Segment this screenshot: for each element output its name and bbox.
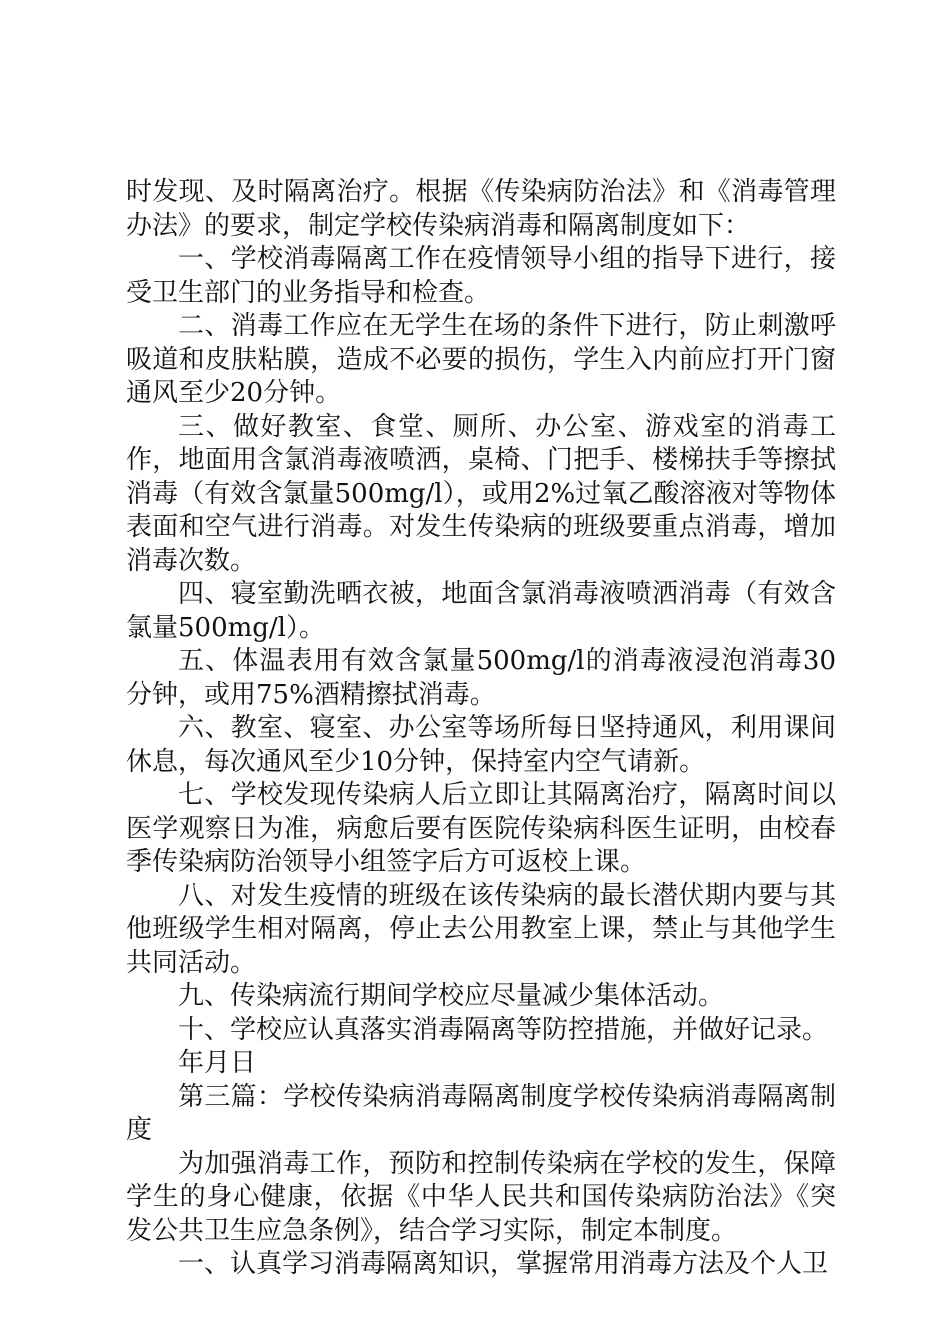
paragraph-rule-10: 十、学校应认真落实消毒隔离等防控措施，并做好记录。	[178, 1014, 829, 1045]
paragraph-rule-9: 九、传染病流行期间学校应尽量减少集体活动。	[178, 981, 725, 1011]
paragraph-rule-7: 七、学校发现传染病人后立即让其隔离治疗，隔离时间以医学观察日为准，病愈后要有医院传染病科医生证明，由校春季传染病防治领导小组签字后方可返校上课。	[126, 780, 836, 877]
paragraph-purpose: 为加强消毒工作，预防和控制传染病在学校的发生，保障学生的身心健康，依据《中华人民共和国传染病防治法》《突发公共卫生应急条例》，结合学习实际，制定本制度。	[126, 1148, 836, 1246]
date-line: 年月日	[178, 1048, 257, 1078]
paragraph-rule-4: 四、寝室勤洗晒衣被，地面含氯消毒液喷洒消毒（有效含氯量500mg/l）。	[126, 579, 836, 643]
document-body	[126, 176, 836, 1282]
section-heading: 第三篇：学校传染病消毒隔离制度学校传染病消毒隔离制度	[126, 1081, 836, 1145]
paragraph-intro: 时发现、及时隔离治疗。根据《传染病防治法》和《消毒管理办法》的要求，制定学校传染病消毒和隔离制度如下：	[126, 177, 836, 241]
paragraph-rule-1: 一、学校消毒隔离工作在疫情领导小组的指导下进行，接受卫生部门的业务指导和检查。	[126, 244, 836, 308]
paragraph-rule-5: 五、体温表用有效含氯量500mg/l的消毒液浸泡消毒30分钟，或用75%酒精擦拭消毒。	[126, 646, 836, 710]
paragraph-rule-2: 二、消毒工作应在无学生在场的条件下进行，防止刺激呼吸道和皮肤粘膜，造成不必要的损伤，学生入内前应打开门窗通风至少20分钟。	[126, 311, 836, 408]
paragraph-rule-3: 三、做好教室、食堂、厕所、办公室、游戏室的消毒工作，地面用含氯消毒液喷洒，桌椅、门把手、楼梯扶手等擦拭消毒（有效含氯量500mg/l），或用2%过氧乙酸溶液对等物体表面和空气进行消毒。对发生传染病的班级要重点消毒，增加消毒次数。	[126, 411, 836, 576]
paragraph-rule-6: 六、教室、寝室、办公室等场所每日坚持通风，利用课间休息，每次通风至少10分钟，保持室内空气请新。	[126, 713, 836, 777]
paragraph-rule-8: 八、对发生疫情的班级在该传染病的最长潜伏期内要与其他班级学生相对隔离，停止去公用教室上课，禁止与其他学生共同活动。	[126, 880, 836, 978]
paragraph-item-1: 一、认真学习消毒隔离知识，掌握常用消毒方法及个人卫	[178, 1249, 829, 1279]
